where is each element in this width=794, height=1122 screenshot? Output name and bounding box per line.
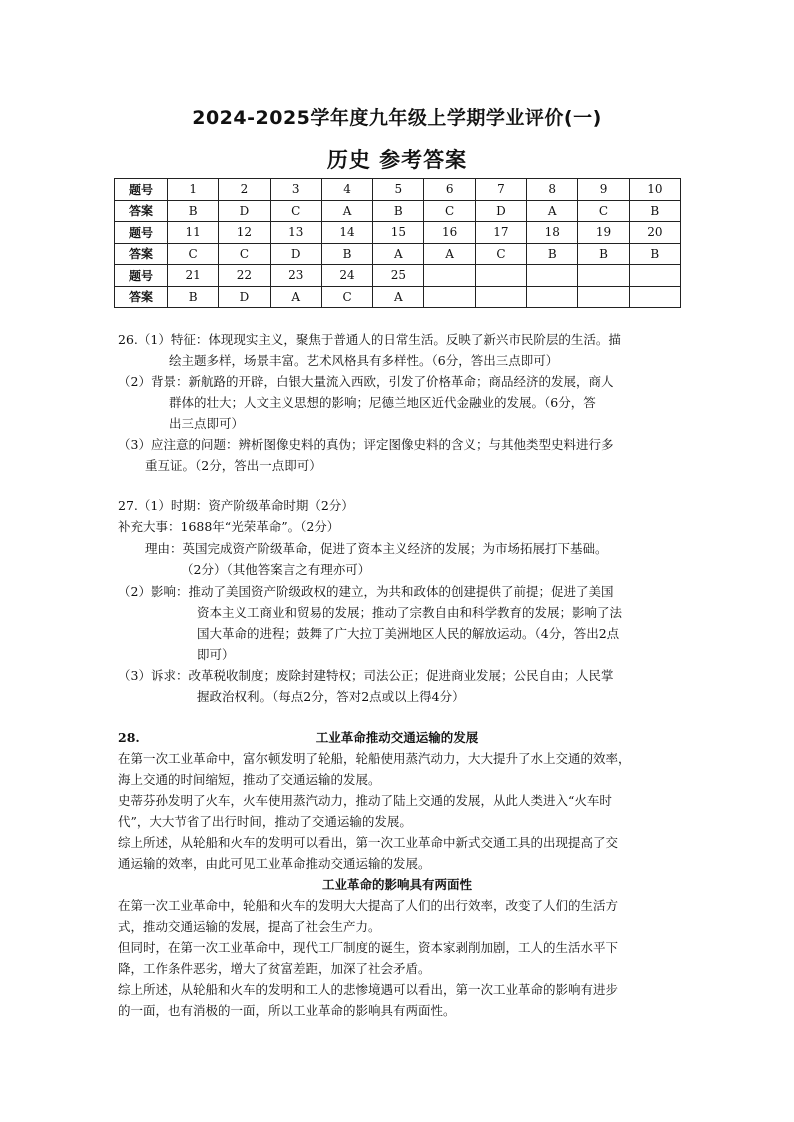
- answer-table-cell: 18: [527, 222, 578, 244]
- answer-table-cell: B: [168, 286, 219, 308]
- q27-line: 理由：英国完成资产阶级革命，促进了资本主义经济的发展；为市场拓展打下基础。: [145, 541, 608, 556]
- q28-para1-line: 综上所述，从轮船和火车的发明可以看出，第一次工业革命中新式交通工具的出现提高了交: [118, 835, 619, 850]
- answer-table-cell: D: [219, 286, 270, 308]
- answer-table-cell: D: [270, 243, 321, 265]
- q27-line: 即可）: [197, 647, 235, 662]
- answer-table-cell: 11: [168, 222, 219, 244]
- q27-line: 国大革命的进程；鼓舞了广大拉丁美洲地区人民的解放运动。（4分，答出2点: [197, 626, 620, 641]
- answer-table-cell: 23: [270, 265, 321, 287]
- answer-table-cell: A: [527, 200, 578, 222]
- answer-table-cell: [629, 265, 680, 287]
- answer-table-cell: 14: [321, 222, 372, 244]
- answer-table-cell: C: [219, 243, 270, 265]
- row-header-cell: 题号: [115, 179, 168, 201]
- answer-table-cell: [629, 286, 680, 308]
- answer-table-cell: 20: [629, 222, 680, 244]
- answer-table-cell: 6: [424, 179, 475, 201]
- row-header-cell: 答案: [115, 243, 168, 265]
- answer-table-cell: 7: [475, 179, 526, 201]
- answer-table-cell: 10: [629, 179, 680, 201]
- answer-table-cell: C: [424, 200, 475, 222]
- answer-table-cell: A: [270, 286, 321, 308]
- answer-table-cell: [527, 265, 578, 287]
- answer-table-cell: A: [424, 243, 475, 265]
- answer-table-cell: 21: [168, 265, 219, 287]
- q28-heading-1: 工业革命推动交通运输的发展: [315, 730, 479, 745]
- answer-table-row: [115, 200, 681, 222]
- answer-table: [114, 178, 681, 308]
- q26-line: 出三点即可）: [169, 416, 245, 431]
- q27-line: 27.（1）时期：资产阶级革命时期（2分）: [118, 498, 354, 513]
- answer-table-cell: [475, 286, 526, 308]
- q28-para2-line: 降，工作条件恶劣，增大了贫富差距，加深了社会矛盾。: [118, 961, 431, 976]
- q28-para1-line: 代”，大大节省了出行时间，推动了交通运输的发展。: [118, 814, 412, 829]
- answer-table-cell: 22: [219, 265, 270, 287]
- answer-table-cell: A: [373, 243, 424, 265]
- answer-table-cell: B: [168, 200, 219, 222]
- q26-line: 绘主题多样，场景丰富。艺术风格具有多样性。（6分，答出三点即可）: [169, 353, 559, 368]
- answer-table-cell: 17: [475, 222, 526, 244]
- q27-line: （2分）（其他答案言之有理亦可）: [181, 562, 371, 577]
- q27-line: 握政治权利。（每点2分，答对2点或以上得4分）: [197, 689, 465, 704]
- answer-table-cell: 12: [219, 222, 270, 244]
- answer-table-cell: [424, 286, 475, 308]
- q28-para2-line: 综上所述，从轮船和火车的发明和工人的悲惨境遇可以看出，第一次工业革命的影响有进步: [118, 982, 619, 997]
- q27-line: （2）影响：推动了美国资产阶级政权的建立，为共和政体的创建提供了前提；促进了美国: [118, 584, 614, 599]
- q28-para2-line: 但同时，在第一次工业革命中，现代工厂制度的诞生，资本家剥削加剧，工人的生活水平下: [118, 940, 619, 955]
- row-header-cell: 题号: [115, 222, 168, 244]
- answer-table-cell: [475, 265, 526, 287]
- answer-table-cell: 2: [219, 179, 270, 201]
- q26-line: 26.（1）特征：体现现实主义，聚焦于普通人的日常生活。反映了新兴市民阶层的生活。描: [118, 332, 621, 347]
- answer-table-cell: A: [373, 286, 424, 308]
- answer-table-cell: D: [219, 200, 270, 222]
- q28-heading-2: 工业革命的影响具有两面性: [321, 877, 472, 892]
- answer-table-row: [115, 243, 681, 265]
- row-header-cell: 题号: [115, 265, 168, 287]
- answer-table-cell: [578, 265, 629, 287]
- answer-table-cell: 19: [578, 222, 629, 244]
- answer-table-cell: D: [475, 200, 526, 222]
- answer-table-cell: [424, 265, 475, 287]
- page-subtitle: 历史 参考答案: [326, 148, 468, 172]
- answer-table-cell: 4: [321, 179, 372, 201]
- answer-table-row: [115, 265, 681, 287]
- answer-table-cell: 15: [373, 222, 424, 244]
- answer-table-cell: C: [475, 243, 526, 265]
- answer-table-cell: B: [321, 243, 372, 265]
- answer-table-cell: 25: [373, 265, 424, 287]
- answer-table-cell: C: [270, 200, 321, 222]
- answer-table-cell: [527, 286, 578, 308]
- answer-table-cell: 8: [527, 179, 578, 201]
- q26-line: 重互证。（2分，答出一点即可）: [145, 458, 322, 473]
- row-header-cell: 答案: [115, 200, 168, 222]
- q27-line: 资本主义工商业和贸易的发展；推动了宗教自由和科学教育的发展；影响了法: [197, 605, 623, 620]
- answer-table-row: [115, 179, 681, 201]
- answer-table-cell: 13: [270, 222, 321, 244]
- answer-table-cell: C: [168, 243, 219, 265]
- answer-table-cell: [578, 286, 629, 308]
- answer-table-row: [115, 286, 681, 308]
- q26-line: （2）背景：新航路的开辟，白银大量流入西欧，引发了价格革命；商品经济的发展，商人: [118, 374, 614, 389]
- answer-table-cell: C: [578, 200, 629, 222]
- q27-line: （3）诉求：改革税收制度；废除封建特权；司法公正；促进商业发展；公民自由；人民掌: [118, 668, 614, 683]
- q28-para1-line: 海上交通的时间缩短，推动了交通运输的发展。: [118, 772, 381, 787]
- answer-table-cell: B: [629, 243, 680, 265]
- answer-table-cell: B: [373, 200, 424, 222]
- answer-table-cell: B: [578, 243, 629, 265]
- q28-para2-line: 在第一次工业革命中，轮船和火车的发明大大提高了人们的出行效率，改变了人们的生活方: [118, 898, 619, 913]
- answer-table-cell: 3: [270, 179, 321, 201]
- answer-table-cell: 9: [578, 179, 629, 201]
- q28-para2-line: 的一面，也有消极的一面，所以工业革命的影响具有两面性。: [118, 1003, 456, 1018]
- q26-line: 群体的壮大；人文主义思想的影响；尼德兰地区近代金融业的发展。（6分，答: [169, 395, 596, 410]
- q28-para1-line: 在第一次工业革命中，富尔顿发明了轮船，轮船使用蒸汽动力，大大提升了水上交通的效率，: [118, 751, 631, 766]
- answer-table-cell: 5: [373, 179, 424, 201]
- answer-table-cell: 1: [168, 179, 219, 201]
- answer-table-cell: 16: [424, 222, 475, 244]
- q27-line: 补充大事：1688年“光荣革命”。（2分）: [118, 519, 340, 534]
- answer-table-row: [115, 222, 681, 244]
- q28-para2-line: 式，推动交通运输的发展，提高了社会生产力。: [118, 919, 381, 934]
- answer-table-cell: C: [321, 286, 372, 308]
- answer-table-cell: A: [321, 200, 372, 222]
- page-title: 2024-2025学年度九年级上学期学业评价(一): [192, 107, 602, 129]
- answer-table-cell: B: [527, 243, 578, 265]
- q26-line: （3）应注意的问题：辨析图像史料的真伪；评定图像史料的含义；与其他类型史料进行多: [118, 437, 614, 452]
- answer-table-cell: 24: [321, 265, 372, 287]
- q28-number: 28.: [118, 730, 140, 745]
- q28-para1-line: 通运输的效率，由此可见工业革命推动交通运输的发展。: [118, 856, 431, 871]
- row-header-cell: 答案: [115, 286, 168, 308]
- answer-table-cell: B: [629, 200, 680, 222]
- q28-para1-line: 史蒂芬孙发明了火车，火车使用蒸汽动力，推动了陆上交通的发展，从此人类进入“火车时: [118, 793, 612, 808]
